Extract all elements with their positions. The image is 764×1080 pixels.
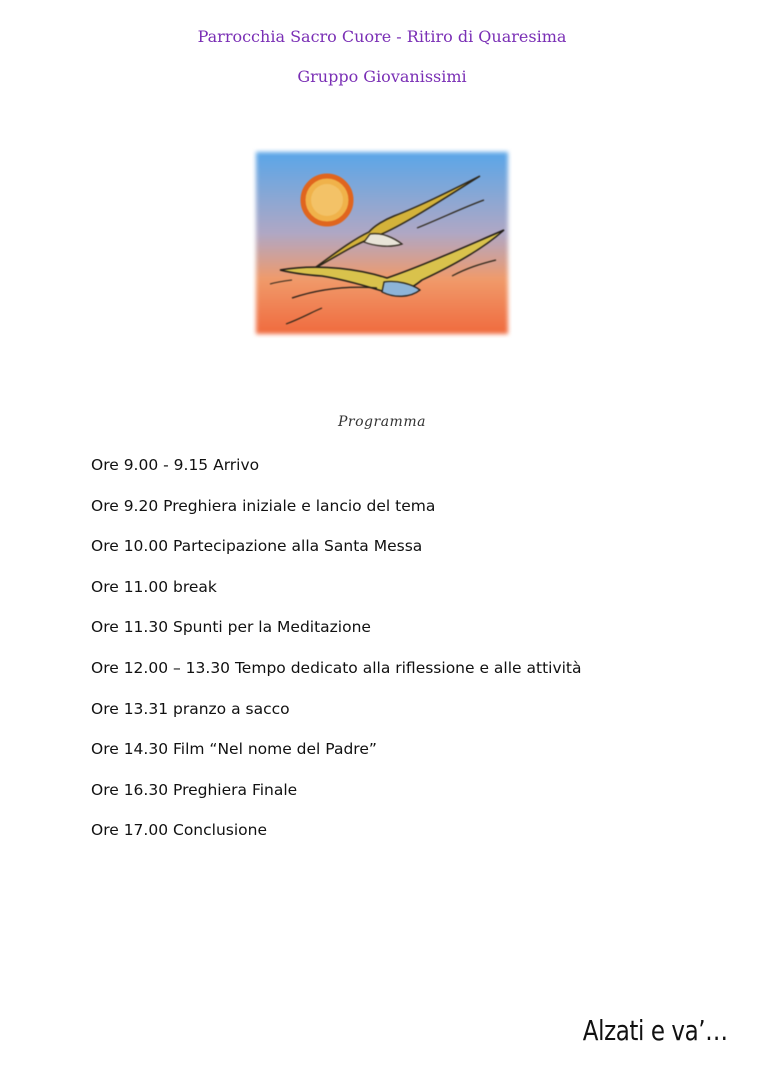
birds-at-sunset-illustration bbox=[252, 148, 512, 338]
document-subtitle: Gruppo Giovanissimi bbox=[297, 67, 467, 86]
schedule-item: Ore 9.20 Preghiera iniziale e lancio del tema bbox=[91, 496, 436, 515]
schedule-item: Ore 13.31 pranzo a sacco bbox=[91, 699, 290, 718]
program-heading: Programma bbox=[338, 414, 426, 430]
schedule-item: Ore 17.00 Conclusione bbox=[91, 821, 268, 840]
schedule-item: Ore 10.00 Partecipazione alla Santa Messa bbox=[91, 537, 423, 556]
document-title: Parrocchia Sacro Cuore - Ritiro di Quaresima bbox=[197, 27, 567, 46]
schedule-item: Ore 14.30 Film “Nel nome del Padre” bbox=[91, 740, 377, 759]
schedule-item: Ore 9.00 - 9.15 Arrivo bbox=[91, 456, 260, 474]
schedule-item: Ore 12.00 – 13.30 Tempo dedicato alla riflessione e alle attività bbox=[91, 658, 582, 677]
program-schedule bbox=[91, 455, 582, 861]
sun-glow bbox=[311, 184, 343, 216]
schedule-item: Ore 16.30 Preghiera Finale bbox=[91, 780, 298, 799]
schedule-item: Ore 11.30 Spunti per la Meditazione bbox=[91, 618, 371, 637]
illustration-svg bbox=[252, 148, 512, 338]
closing-motto: Alzati e va’… bbox=[583, 1014, 728, 1047]
schedule-item: Ore 11.00 break bbox=[91, 577, 217, 596]
